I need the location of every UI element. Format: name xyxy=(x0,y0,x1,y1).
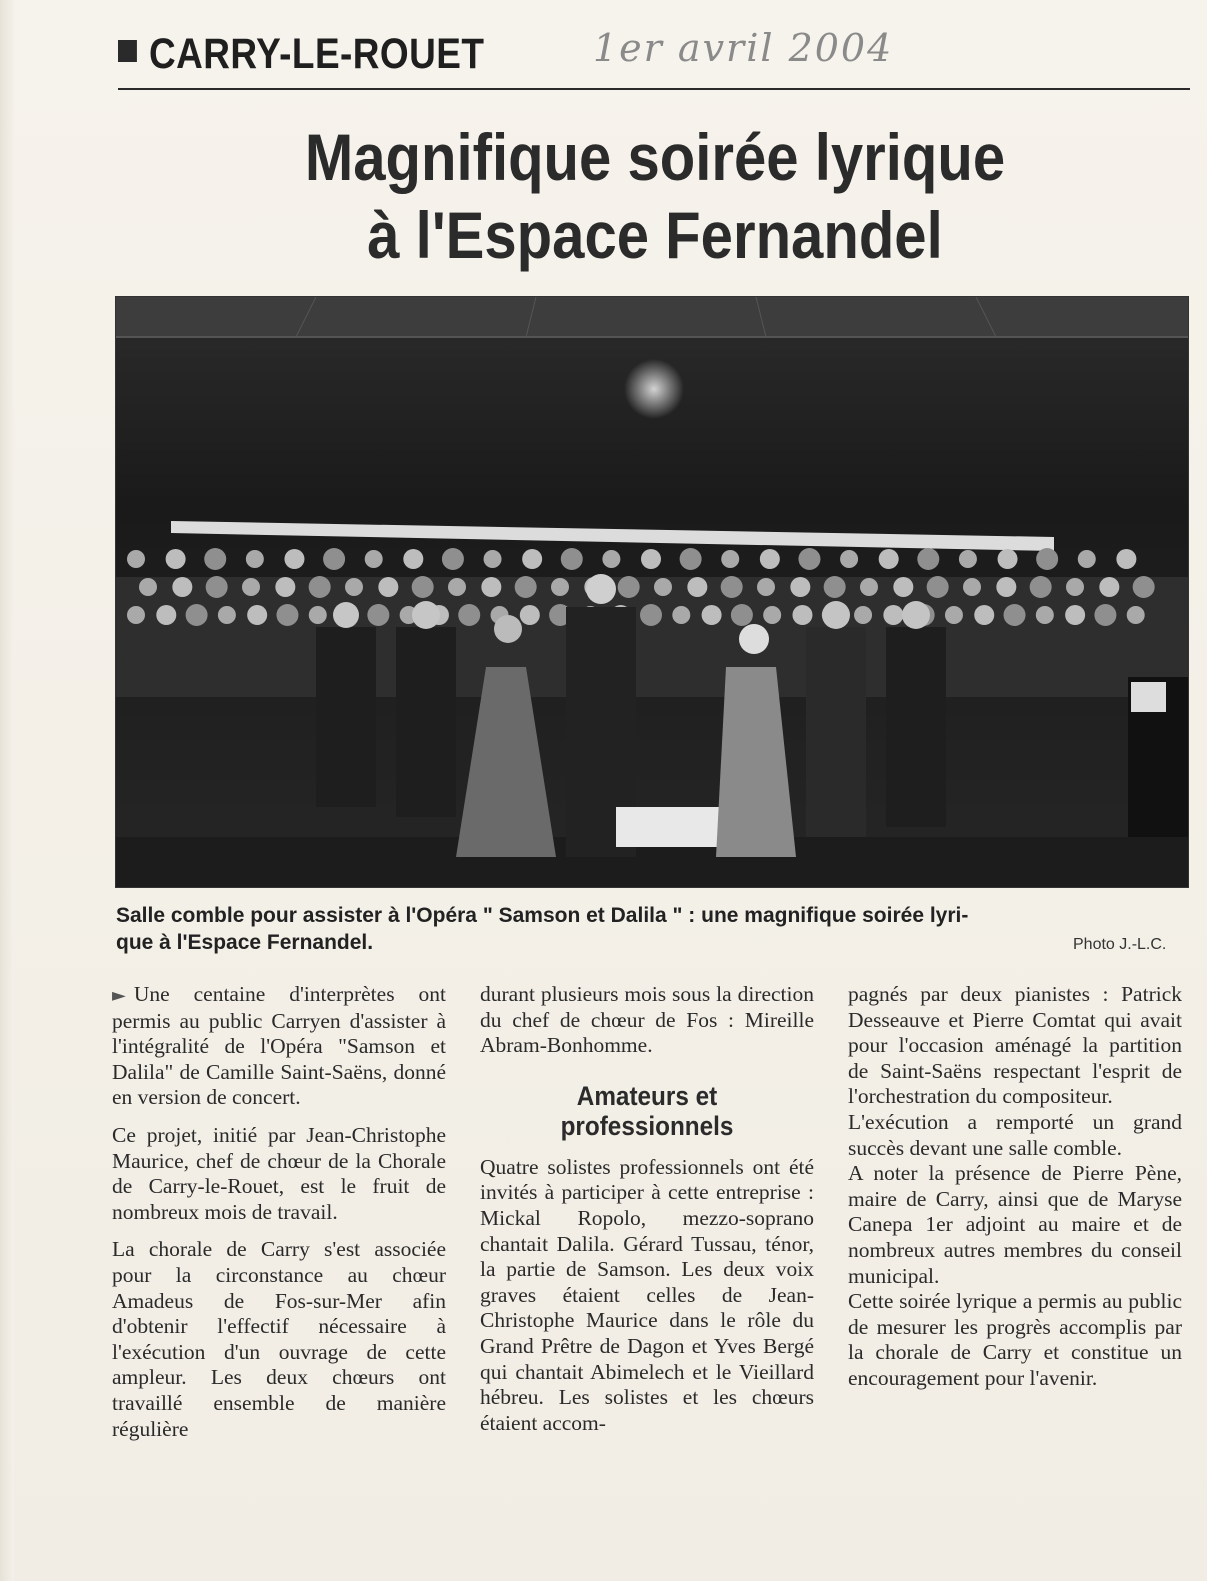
choir-member-head xyxy=(275,577,295,597)
choir-member-head xyxy=(1004,604,1026,626)
choir-member-head xyxy=(522,549,542,569)
choir-member-head xyxy=(1133,576,1155,598)
header-rule xyxy=(118,88,1190,90)
choir-member-head xyxy=(1078,550,1096,568)
caption-line-1: Salle comble pour assister à l'Opéra " Samson et Dalila " : une magnifique soirée lyri- xyxy=(116,904,969,927)
choir-member-head xyxy=(367,604,389,626)
choir-member-head xyxy=(641,549,661,569)
choir-member-head xyxy=(824,576,846,598)
choir-member-head xyxy=(996,577,1016,597)
choir-member-head xyxy=(927,576,949,598)
choir-member-head xyxy=(127,550,145,568)
article-column-1 xyxy=(112,982,446,1454)
choir-member-head xyxy=(1065,605,1085,625)
section-label xyxy=(118,30,484,79)
choir-member-head xyxy=(640,604,662,626)
choir-member-head xyxy=(284,549,304,569)
choir-member-head xyxy=(309,576,331,598)
paragraph: pagnés par deux pianistes : Patrick Desseauve et Pierre Comtat qui avait pour l'occasion aménagé la partition de Saint-Saëns respectant l'esprit de l'orchestration du compositeur. xyxy=(848,982,1182,1109)
choir-member-head xyxy=(1036,606,1054,624)
choir-member-head xyxy=(247,605,267,625)
choir-member-head xyxy=(879,549,899,569)
choir-member-head xyxy=(618,576,640,598)
choir-member-head xyxy=(403,549,423,569)
choir-member-head xyxy=(1066,578,1084,596)
choir-member-head xyxy=(448,578,466,596)
subheading-line-2: professionnels xyxy=(560,1110,734,1141)
choir-member-head xyxy=(218,606,236,624)
choir-member-head xyxy=(1030,576,1052,598)
choir-member-head xyxy=(917,548,939,570)
choir-member-head xyxy=(172,577,192,597)
choir-member-head xyxy=(309,606,327,624)
choir-member-head xyxy=(731,604,753,626)
paragraph: Ce projet, initié par Jean-Christophe Maurice, chef de chœur de la Chorale de Carry-le-Rouet, est le fruit de nombreux mois de travail. xyxy=(112,1122,446,1224)
paragraph: A noter la présence de Pierre Pène, maire de Carry, ainsi que de Maryse Canepa 1er adjoint au maire et de nombreux autres membres du conseil municipal. xyxy=(848,1161,1182,1288)
choir-member-head xyxy=(1127,606,1145,624)
choir-member-head xyxy=(242,578,260,596)
choir-member-head xyxy=(702,605,722,625)
choir-member-head xyxy=(204,548,226,570)
choir-member-head xyxy=(792,605,812,625)
headline-line-1: Magnifique soirée lyrique xyxy=(304,120,1006,194)
choir-photo xyxy=(115,296,1189,888)
paragraph xyxy=(112,982,446,1111)
choir-member-head xyxy=(481,577,501,597)
choir-member-head xyxy=(721,576,743,598)
choir-member-head xyxy=(412,576,434,598)
choir-photo-illustration xyxy=(116,297,1188,887)
choir-member-head xyxy=(763,606,781,624)
caption-line-2: que à l'Espace Fernandel. xyxy=(116,931,374,954)
paragraph: durant plusieurs mois sous la direction du chef de chœur de Fos : Mireille Abram-Bonhomme. xyxy=(480,982,814,1058)
choir-member-head xyxy=(1116,549,1136,569)
headline-line-2: à l'Espace Fernandel xyxy=(367,198,943,272)
choir-member-head xyxy=(760,549,780,569)
choir-member-head xyxy=(345,578,363,596)
choir-member-head xyxy=(757,578,775,596)
choir-member-head xyxy=(963,578,981,596)
paragraph-text: Une centaine d'interprètes ont permis au public Carryen d'assister à l'intégralité de l'Opéra "Samson et Dalila" de Camille Saint-Saëns, donné en version de concert. xyxy=(112,982,446,1110)
choir-member-head xyxy=(687,577,707,597)
choir-member-head xyxy=(959,550,977,568)
paragraph: Cette soirée lyrique a permis au public de mesurer les progrès accomplis par la chorale de Carry et constitue un encouragement pour l'avenir. xyxy=(848,1289,1182,1390)
paragraph: L'exécution a remporté un grand succès devant une salle comble. xyxy=(848,1109,1182,1160)
choir-member-head xyxy=(860,578,878,596)
section-title: CARRY-LE-ROUET xyxy=(148,30,485,78)
choir-member-head xyxy=(186,604,208,626)
choir-member-head xyxy=(672,606,690,624)
arrow-bullet-icon: ► xyxy=(112,985,126,1006)
choir-member-head xyxy=(139,578,157,596)
paragraph: Quatre solistes professionnels ont été invités à participer à cette entreprise : Mickal Ropolo, mezzo-soprano chantait Dalila. Gérard Tussau, ténor, la partie de Samson. Les deux voix graves étaient celles de Jean-Christophe Maurice dans le rôle du Grand Prêtre de Dagon et Yves Bergé qui chantait Abimelech et le Vieillard hébreu. Les solistes et les chœurs étaient accom- xyxy=(480,1154,814,1435)
subheading xyxy=(480,1081,814,1141)
choir-member-head xyxy=(798,548,820,570)
choir-member-head xyxy=(721,550,739,568)
paragraph: La chorale de Carry s'est associée pour la circonstance au chœur Amadeus de Fos-sur-Mer afin d'obtenir l'effectif nécessaire à l'exécution d'un ouvrage de cette ampleur. Les deux chœurs ont travaillé ensemble de manière régulière xyxy=(112,1237,446,1441)
choir-member-head xyxy=(378,577,398,597)
choir-member-head xyxy=(1099,577,1119,597)
header xyxy=(118,26,1188,86)
choir-member-head xyxy=(893,577,913,597)
choir-member-head xyxy=(156,605,176,625)
choir-member-head xyxy=(520,605,540,625)
choir-member-head xyxy=(246,550,264,568)
choir-member-head xyxy=(206,576,228,598)
photo-credit: Photo J.-L.C. xyxy=(1073,936,1167,953)
square-bullet-icon xyxy=(118,40,137,62)
choir-member-head xyxy=(515,576,537,598)
choir-member-head xyxy=(458,604,480,626)
choir-member-head xyxy=(945,606,963,624)
choir-member-head xyxy=(561,548,583,570)
choir-member-head xyxy=(998,549,1018,569)
choir-member-head xyxy=(484,550,502,568)
choir-member-head xyxy=(883,605,903,625)
handwritten-date: 1er avril 2004 xyxy=(593,26,894,70)
choir-member-head xyxy=(166,549,186,569)
subheading-line-1: Amateurs et xyxy=(576,1080,718,1111)
choir-member-head xyxy=(974,605,994,625)
choir-member-head xyxy=(680,548,702,570)
choir-member-head xyxy=(654,578,672,596)
choir-member-head xyxy=(790,577,810,597)
choir-member-head xyxy=(602,550,620,568)
choir-member-head xyxy=(442,548,464,570)
choir-member-head xyxy=(840,550,858,568)
choir-member-head xyxy=(551,578,569,596)
choir-member-head xyxy=(854,606,872,624)
choir-member-head xyxy=(127,606,145,624)
choir-member-head xyxy=(323,548,345,570)
choir-member-head xyxy=(276,604,298,626)
choir-member-head xyxy=(365,550,383,568)
choir-member-head xyxy=(1036,548,1058,570)
headline xyxy=(120,118,1190,274)
choir-member-head xyxy=(1094,604,1116,626)
article-column-3 xyxy=(848,982,1182,1392)
article-column-2 xyxy=(480,982,814,1448)
paper-edge xyxy=(0,0,14,1581)
